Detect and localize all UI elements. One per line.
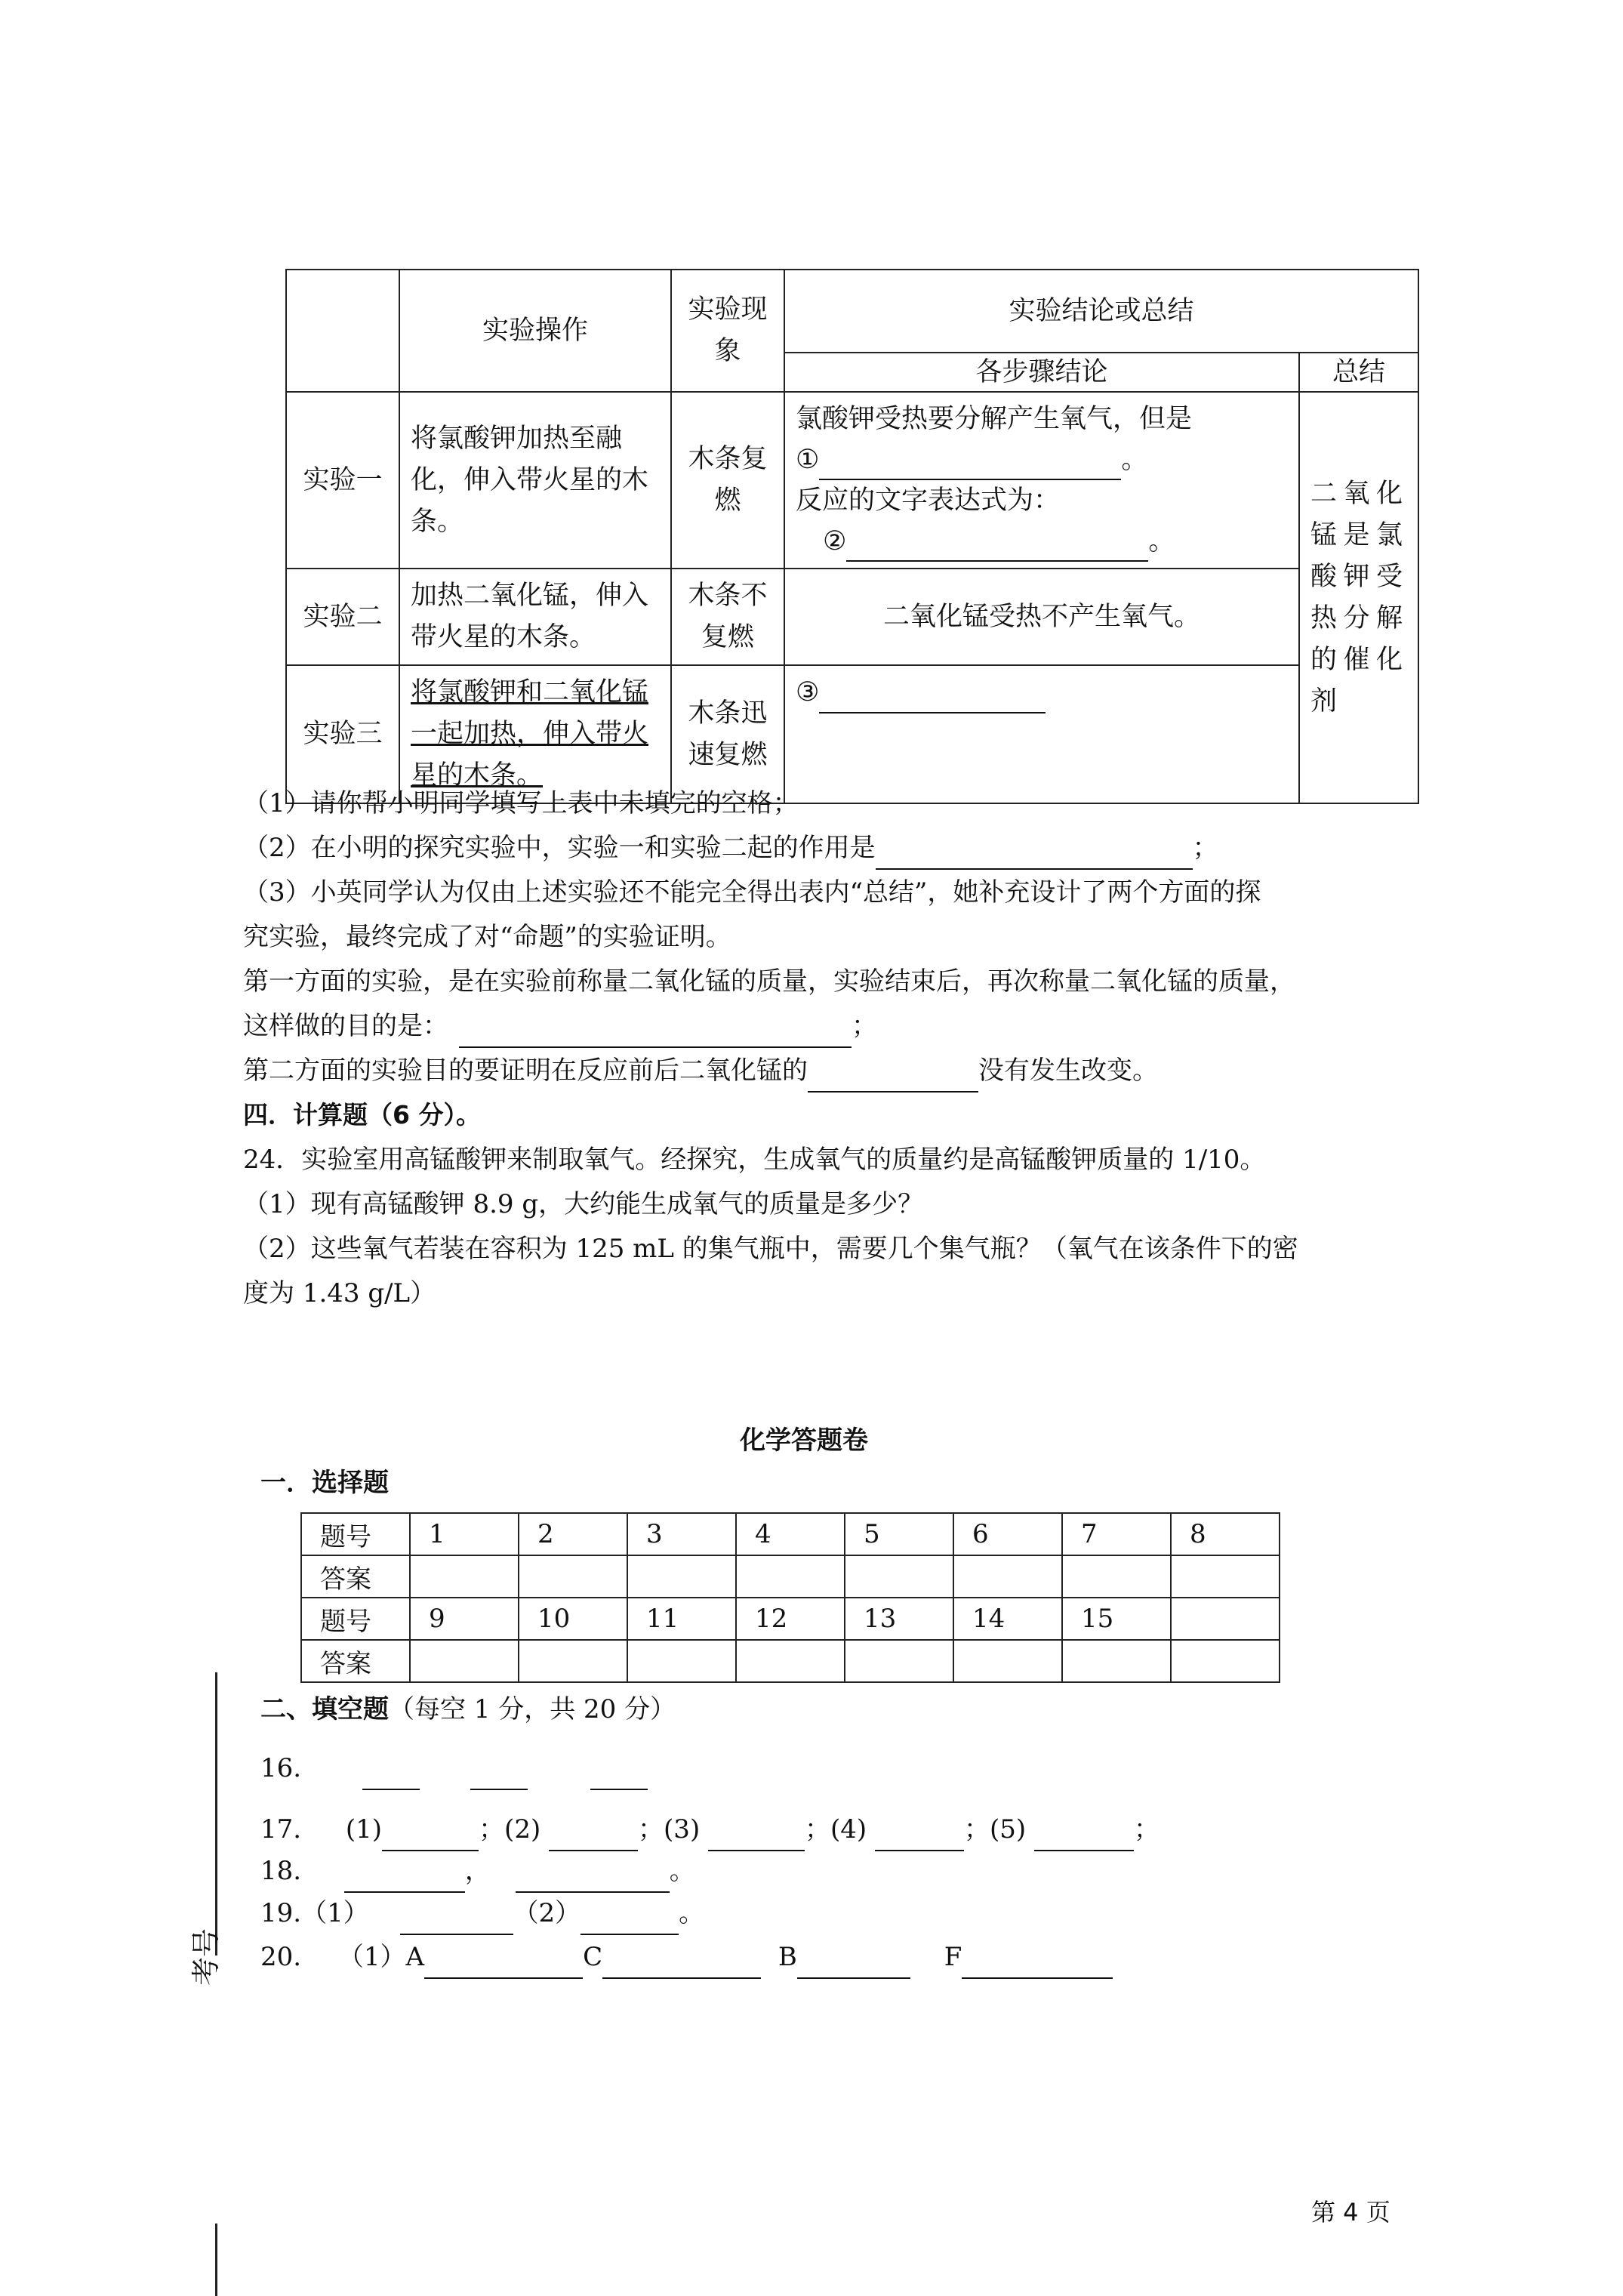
fill-line-18 [260,1849,695,1893]
q19-part-2: （2） [513,1898,581,1928]
row-label-number: 题号 [301,1513,410,1555]
question-number-cell: 13 [845,1598,953,1640]
question-1: （1）请你帮小明同学填写上表中未填完的空格； [243,788,799,818]
q17-part-label: (1) [345,1814,383,1845]
fill-line-19 [260,1891,704,1935]
question-number-cell: 6 [953,1513,1062,1555]
question-number-cell: 7 [1062,1513,1171,1555]
header-summary: 总结 [1299,353,1418,392]
section-4-title: 四．计算题（6 分）。 [243,1100,481,1130]
row-label-number: 题号 [301,1598,410,1640]
answer-cell[interactable] [1171,1555,1280,1598]
question-number-cell: 4 [736,1513,845,1555]
blank-1-line[interactable] [819,448,1121,480]
q19-end: 。 [679,1898,705,1928]
answer-cell[interactable] [519,1555,627,1598]
margin-line [215,1672,217,1955]
question-3-line2: 究实验，最终完成了对“命题”的实验证明。 [243,922,731,952]
q17-blank[interactable] [875,1820,964,1851]
question-number-cell: 9 [410,1598,519,1640]
row-label-exp3: 实验三 [286,665,399,803]
answer-cell[interactable] [1171,1640,1280,1682]
q19-number: 19.（1） [260,1898,369,1928]
row-label-exp2: 实验二 [286,569,399,665]
question-number-cell: 2 [519,1513,627,1555]
answer-table-number-row [301,1513,1280,1555]
aspect-2-line [243,1049,1158,1093]
question-number-cell: 1 [410,1513,519,1555]
question-number-cell: 10 [519,1598,627,1640]
exp3-conclusion [784,665,1299,803]
answer-cell[interactable] [627,1555,736,1598]
q17-part-label: ； [1134,1814,1160,1845]
fill-line-17 [260,1808,1160,1851]
q18-blank[interactable] [516,1861,670,1893]
header-phenomenon: 实验现象 [671,270,784,392]
page-number: 第 4 页 [1311,2198,1390,2227]
q17-part-label: ；(2) [479,1814,541,1845]
question-24-2-line1: （2）这些氧气若装在容积为 125 mL 的集气瓶中，需要几个集气瓶？（氧气在该条件下的密 [243,1234,1298,1264]
exp3-phenomenon: 木条迅速复燃 [671,665,784,803]
question-3-line1: （3）小英同学认为仅由上述实验还不能完全得出表内“总结”，她补充设计了两个方面的探 [243,877,1261,908]
question-24-1: （1）现有高锰酸钾 8.9 g，大约能生成氧气的质量是多少？ [243,1189,924,1219]
q20-number: 20. [260,1942,302,1972]
exp2-conclusion: 二氧化锰受热不产生氧气。 [784,569,1299,665]
blank-3-line[interactable] [819,682,1046,713]
blank-2-label: ② [823,526,847,556]
exp1-operation: 将氯酸钾加热至融化，伸入带火星的木条。 [399,392,671,569]
q19-blank[interactable] [400,1903,513,1935]
aspect-1-line1: 第一方面的实验，是在实验前称量二氧化锰的质量，实验结束后，再次称量二氧化锰的质量， [243,966,1295,997]
experiment-table [285,269,1419,804]
q17-blank[interactable] [708,1820,805,1851]
exp3-operation: 将氯酸钾和二氧化锰一起加热，伸入带火星的木条。 [399,665,671,803]
answer-table-answer-row [301,1640,1280,1682]
exp2-operation: 加热二氧化锰，伸入带火星的木条。 [399,569,671,665]
exp1-conclusion-text: 氯酸钾受热要分解产生氧气，但是 [796,404,1193,434]
answer-cell[interactable] [1062,1640,1171,1682]
row-label-answer: 答案 [301,1640,410,1682]
q18-end: 。 [669,1856,695,1886]
header-step-conclusion: 各步骤结论 [784,353,1299,392]
answer-cell[interactable] [736,1640,845,1682]
question-2-text: （2）在小明的探究实验中，实验一和实验二起的作用是 [243,833,876,863]
question-number-cell: 8 [1171,1513,1280,1555]
q18-separator: ， [464,1856,491,1886]
q16-blank[interactable] [362,1758,420,1790]
q17-part-label: ；(5) [964,1814,1027,1845]
question-2: （2）在小明的探究实验中，实验一和实验二起的作用是 ； [243,826,1218,870]
exam-number-label: 考号 [189,1928,223,1986]
aspect-1-line2: 这样做的目的是： ； [243,1004,877,1048]
exp1-expression-label: 反应的文字表达式为： [796,485,1061,516]
answer-cell[interactable] [845,1640,953,1682]
exp2-phenomenon: 木条不复燃 [671,569,784,665]
question-2-blank[interactable] [876,838,1193,870]
q18-number: 18. [260,1856,302,1886]
answer-cell[interactable] [1062,1555,1171,1598]
answer-sheet-title: 化学答题卷 [740,1425,868,1456]
answer-cell[interactable] [736,1555,845,1598]
q16-blank[interactable] [470,1758,528,1790]
margin-line-bottom [215,2224,217,2296]
q17-blank[interactable] [549,1820,638,1851]
question-number-cell: 11 [627,1598,736,1640]
question-number-cell: 3 [627,1513,736,1555]
q20-label-b: B [778,1942,797,1972]
q17-blank[interactable] [382,1820,479,1851]
corner-cell [286,270,399,392]
blank-2-line[interactable] [846,530,1148,562]
row-label-answer: 答案 [301,1555,410,1598]
q18-blank[interactable] [344,1861,465,1893]
answer-table-answer-row [301,1555,1280,1598]
question-number-cell [1171,1598,1280,1640]
aspect-2-blank[interactable] [808,1061,978,1093]
q20-blank[interactable] [424,1947,583,1979]
question-number-cell: 5 [845,1513,953,1555]
answer-cell[interactable] [410,1555,519,1598]
section-2-note: （每空 1 分，共 20 分） [389,1694,676,1724]
q20-blank[interactable] [797,1947,910,1979]
row-label-exp1: 实验一 [286,392,399,569]
aspect-1-blank[interactable] [459,1016,852,1048]
header-operation: 实验操作 [399,270,671,392]
answer-cell[interactable] [953,1555,1062,1598]
fill-line-20 [260,1935,1113,1979]
q17-number: 17. [260,1814,302,1845]
answer-cell[interactable] [845,1555,953,1598]
question-number-cell: 15 [1062,1598,1171,1640]
fill-line-16 [260,1746,648,1790]
section-1-title: 一．选择题 [260,1468,389,1498]
aspect-2-end: 没有发生改变。 [978,1056,1158,1086]
summary-cell: 二氧化锰是氯酸钾受热分解的催化剂 [1299,392,1418,803]
aspect-2-text: 第二方面的实验目的要证明在反应前后二氧化锰的 [243,1056,808,1086]
q17-part-label: ；(3) [638,1814,701,1845]
answer-cell[interactable] [953,1640,1062,1682]
q17-part-label: ；(4) [805,1814,867,1845]
answer-table [300,1512,1280,1683]
answer-cell[interactable] [519,1640,627,1682]
header-conclusion: 实验结论或总结 [784,270,1418,353]
exp1-phenomenon: 木条复燃 [671,392,784,569]
q20-label-f: F [944,1942,962,1972]
q20-blank[interactable] [962,1947,1113,1979]
q16-number: 16. [260,1753,302,1783]
q20-blank[interactable] [602,1947,761,1979]
section-2-title: 二、填空题 [260,1694,389,1724]
aspect-1-label: 这样做的目的是： [243,1011,448,1041]
question-24-2-line2: 度为 1.43 g/L） [243,1278,436,1308]
blank-3-label: ③ [796,677,820,707]
answer-table-number-row [301,1598,1280,1640]
answer-cell[interactable] [410,1640,519,1682]
question-number-cell: 14 [953,1598,1062,1640]
blank-1-label: ① [796,445,820,475]
q20-label-c: C [583,1942,603,1972]
q20-label-a: （1）A [337,1942,425,1972]
section-2-heading [260,1687,676,1731]
question-number-cell: 12 [736,1598,845,1640]
exp1-conclusion: 氯酸钾受热要分解产生氧气，但是 ① 。 反应的文字表达式为： ② 。 [784,392,1299,569]
q16-blank[interactable] [590,1758,648,1790]
q19-blank[interactable] [581,1903,679,1935]
answer-cell[interactable] [627,1640,736,1682]
question-24: 24．实验室用高锰酸钾来制取氧气。经探究，生成氧气的质量约是高锰酸钾质量的 1/10。 [243,1145,1266,1175]
q17-blank[interactable] [1034,1820,1134,1851]
